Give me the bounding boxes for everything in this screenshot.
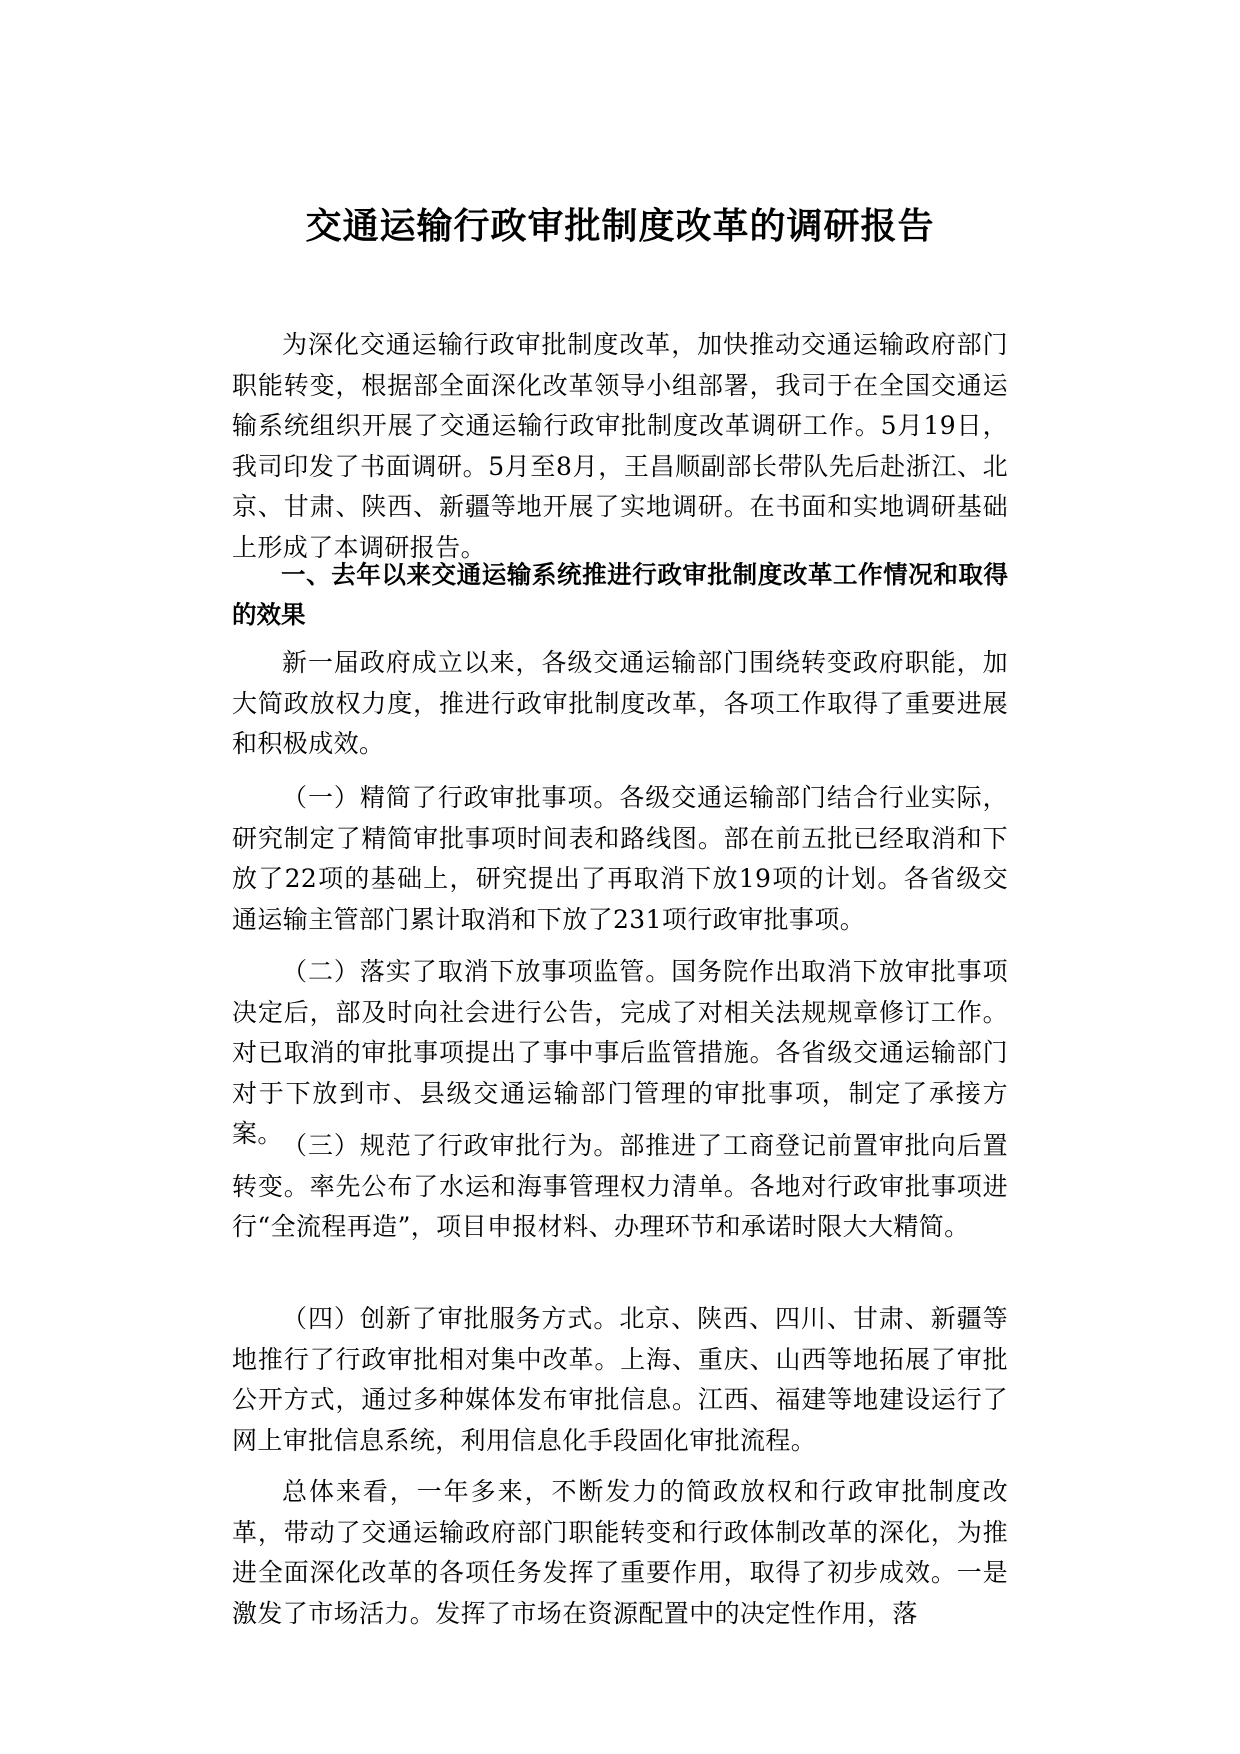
item-paragraph-2: （二）落实了取消下放事项监管。国务院作出取消下放审批事项决定后，部及时向社会进行公告，完成了对相关法规规章修订工作。对已取消的审批事项提出了事中事后监管措施。各省级交通运输部门对于下放到市、县级交通运输部门管理的审批事项，制定了承接方案。 bbox=[232, 957, 1008, 1148]
item-paragraph-4: （四）创新了审批服务方式。北京、陕西、四川、甘肃、新疆等地推行了行政审批相对集中改革。上海、重庆、山西等地拓展了审批公开方式，通过多种媒体发布审批信息。江西、福建等地建设运行了网上审批信息系统，利用信息化手段固化审批流程。 bbox=[232, 1304, 1008, 1455]
section-heading: 一、去年以来交通运输系统推进行政审批制度改革工作情况和取得的效果 bbox=[232, 560, 1008, 629]
item-paragraph-1: （一）精简了行政审批事项。各级交通运输部门结合行业实际，研究制定了精简审批事项时间表和路线图。部在前五批已经取消和下放了22项的基础上，研究提出了再取消下放19项的计划。各省级交通运输主管部门累计取消和下放了231项行政审批事项。 bbox=[232, 783, 1008, 934]
overview-paragraph: 新一届政府成立以来，各级交通运输部门围绕转变政府职能，加大简政放权力度，推进行政审批制度改革，各项工作取得了重要进展和积极成效。 bbox=[232, 648, 1008, 758]
document-title: 交通运输行政审批制度改革的调研报告 bbox=[305, 206, 935, 247]
summary-paragraph: 总体来看，一年多来，不断发力的简政放权和行政审批制度改革，带动了交通运输政府部门职能转变和行政体制改革的深化，为推进全面深化改革的各项任务发挥了重要作用，取得了初步成效。一是激发了市场活力。发挥了市场在资源配置中的决定性作用，落 bbox=[232, 1477, 1008, 1628]
item-paragraph-3: （三）规范了行政审批行为。部推进了工商登记前置审批向后置转变。率先公布了水运和海事管理权力清单。各地对行政审批事项进行“全流程再造”，项目申报材料、办理环节和承诺时限大大精简。 bbox=[232, 1131, 1008, 1241]
intro-paragraph: 为深化交通运输行政审批制度改革，加快推动交通运输政府部门职能转变，根据部全面深化改革领导小组部署，我司于在全国交通运输系统组织开展了交通运输行政审批制度改革调研工作。5月19日，我司印发了书面调研。5月至8月，王昌顺副部长带队先后赴浙江、北京、甘肃、陕西、新疆等地开展了实地调研。在书面和实地调研基础上形成了本调研报告。 bbox=[232, 330, 1008, 562]
